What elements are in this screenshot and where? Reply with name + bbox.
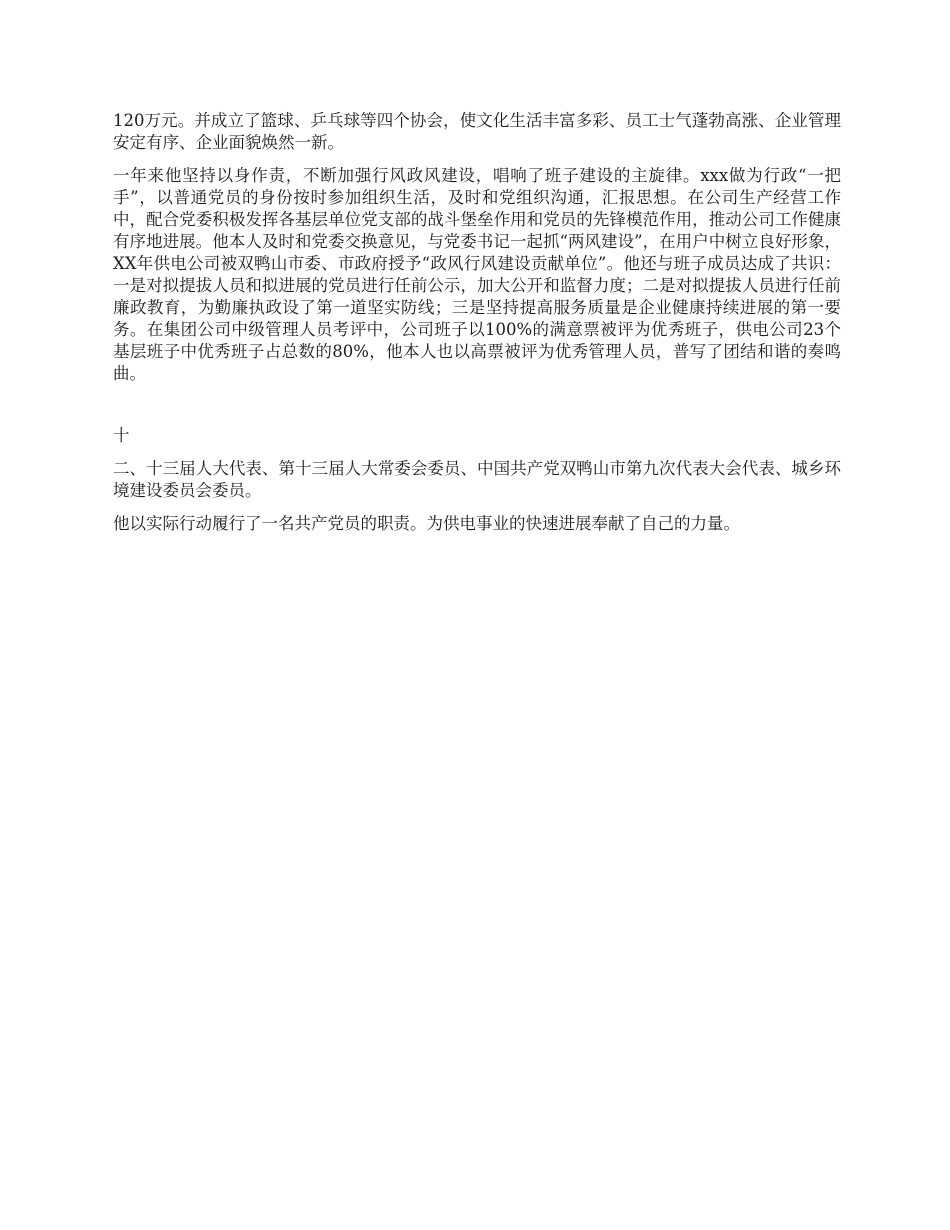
document-body — [113, 110, 841, 546]
paragraph-positions: 二、十三届人大代表、第十三届人大常委会委员、中国共产党双鸭山市第九次代表大会代表、城乡环境建设委员会委员。 — [113, 459, 841, 500]
paragraph-leadership: 一年来他坚持以身作责，不断加强行风政风建设，唱响了班子建设的主旋律。xxx做为行政“一把手”，以普通党员的身份按时参加组织生活，及时和党组织沟通，汇报思想。在公司生产经营工作中，配合党委积极发挥各基层单位党支部的战斗堡垒作用和党员的先锋模范作用，推动公司工作健康有序地进展。他本人及时和党委交换意见，与党委书记一起抓“两风建设”，在用户中树立良好形象，XX年供电公司被双鸭山市委、市政府授予“政风行风建设贡献单位”。他还与班子成员达成了共识：一是对拟提拔人员和拟进展的党员进行任前公示，加大公开和监督力度；二是对拟提拔人员进行任前廉政教育，为勤廉执政设了第一道坚实防线；三是坚持提高服务质量是企业健康持续进展的第一要务。在集团公司中级管理人员考评中，公司班子以100%的满意票被评为优秀班子，供电公司23个基层班子中优秀班子占总数的80%，他本人也以高票被评为优秀管理人员，普写了团结和谐的奏鸣曲。 — [113, 166, 841, 383]
paragraph-achievements: 120万元。并成立了篮球、乒乓球等四个协会，使文化生活丰富多彩、员工士气蓬勃高涨、企业管理安定有序、企业面貌焕然一新。 — [113, 111, 841, 152]
paragraph-numeral: 十 — [113, 426, 130, 445]
paragraph-conclusion: 他以实际行动履行了一名共产党员的职责。为供电事业的快速进展奉献了自己的力量。 — [113, 514, 740, 533]
